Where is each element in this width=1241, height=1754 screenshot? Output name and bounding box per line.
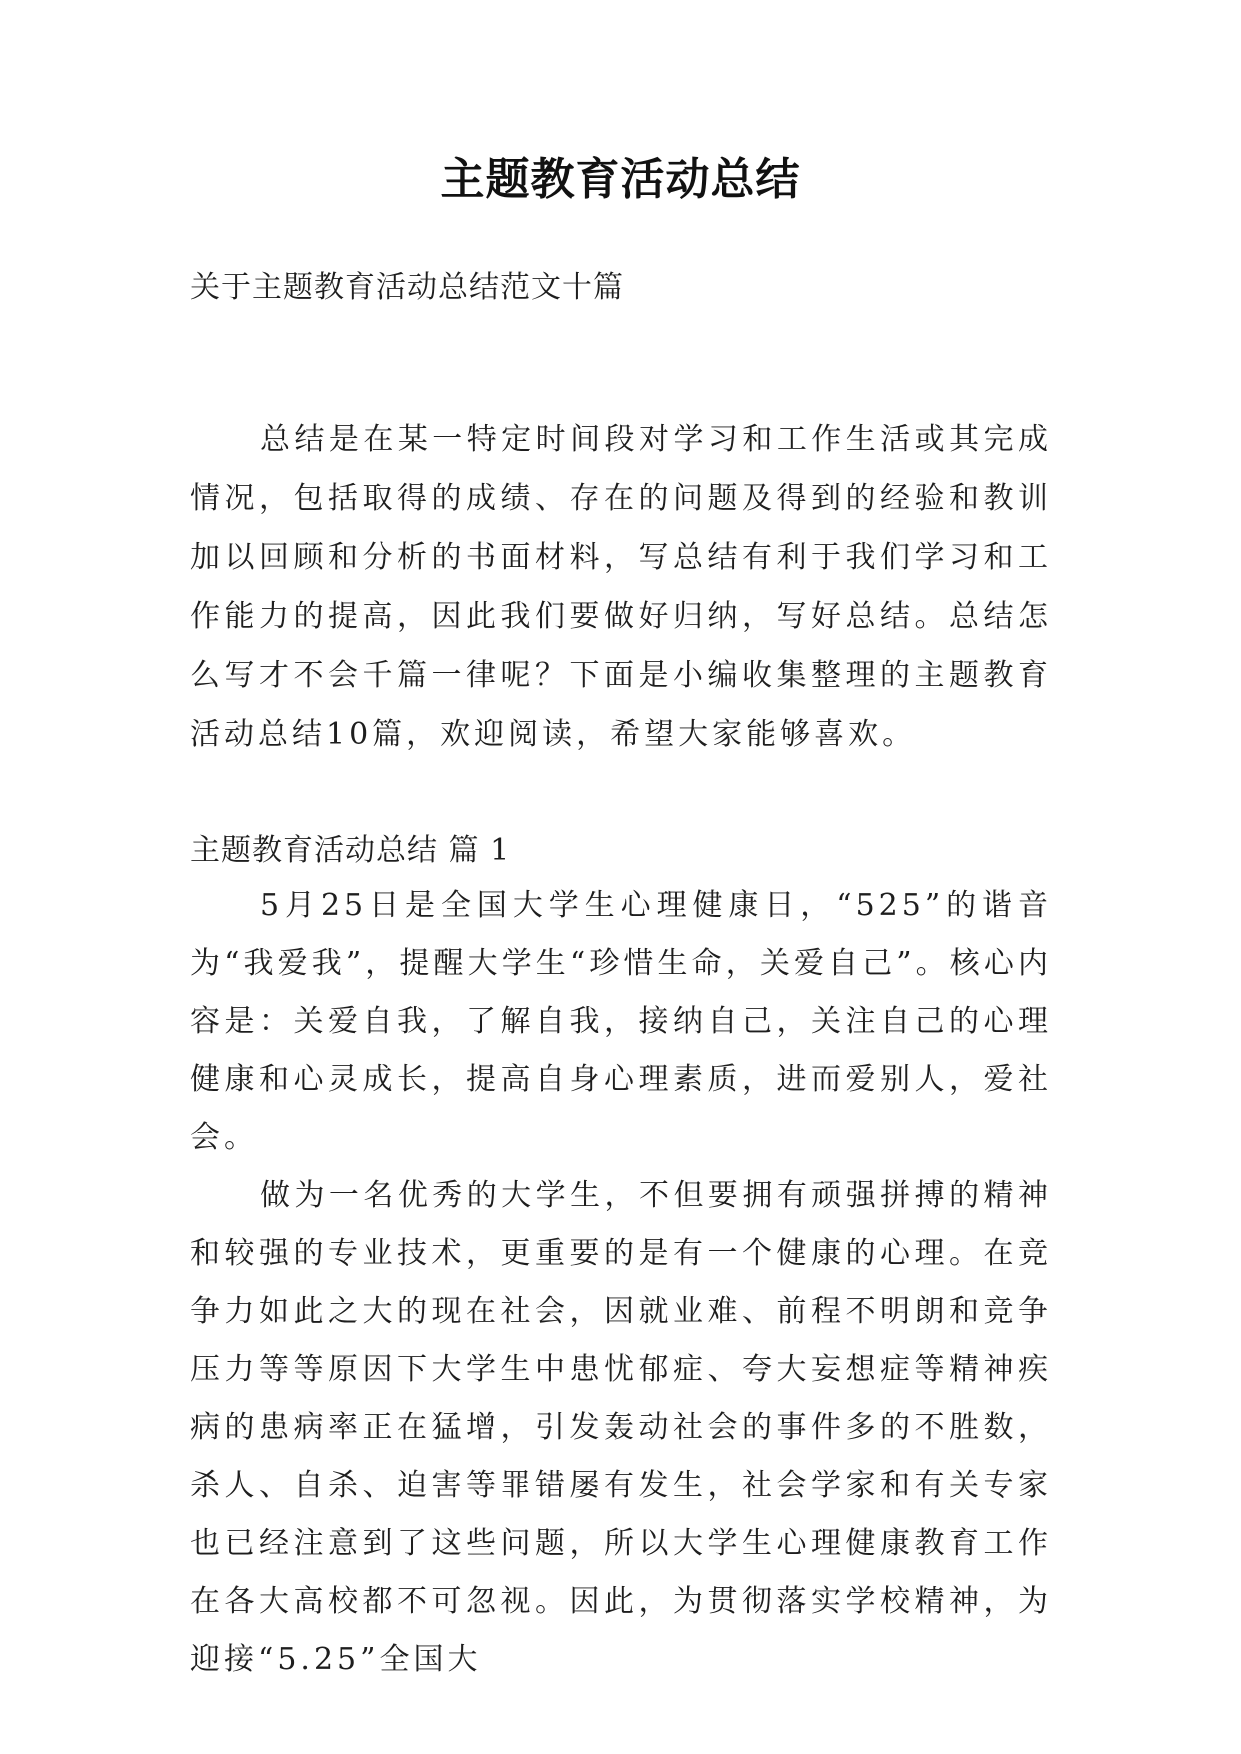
intro-paragraph: 总结是在某一特定时间段对学习和工作生活或其完成情况，包括取得的成绩、存在的问题及得到的经验和教训加以回顾和分析的书面材料，写总结有利于我们学习和工作能力的提高，因此我们要做好归纳，写好总结。总结怎么写才不会千篇一律呢？下面是小编收集整理的主题教育活动总结10篇，欢迎阅读，希望大家能够喜欢。 <box>190 422 1052 752</box>
section-body <box>190 877 1052 1689</box>
document-subtitle: 关于主题教育活动总结范文十篇 <box>190 270 624 305</box>
document-title: 主题教育活动总结 <box>440 154 801 205</box>
body-paragraph: 做为一名优秀的大学生，不但要拥有顽强拼搏的精神和较强的专业技术，更重要的是有一个健康的心理。在竞争力如此之大的现在社会，因就业难、前程不明朗和竞争压力等等原因下大学生中患忧郁症、夸大妄想症等精神疾病的患病率正在猛增，引发轰动社会的事件多的不胜数，杀人、自杀、迫害等罪错屡有发生，社会学家和有关专家也已经注意到了这些问题，所以大学生心理健康教育工作在各大高校都不可忽视。因此，为贯彻落实学校精神，为迎接“5.25”全国大 <box>190 1178 1052 1677</box>
section-heading: 主题教育活动总结 篇 1 <box>190 833 511 868</box>
body-paragraph: 5月25日是全国大学生心理健康日，“525”的谐音为“我爱我”，提醒大学生“珍惜生命，关爱自己”。核心内容是：关爱自我，了解自我，接纳自己，关注自己的心理健康和心灵成长，提高自身心理素质，进而爱别人，爱社会。 <box>190 888 1052 1155</box>
